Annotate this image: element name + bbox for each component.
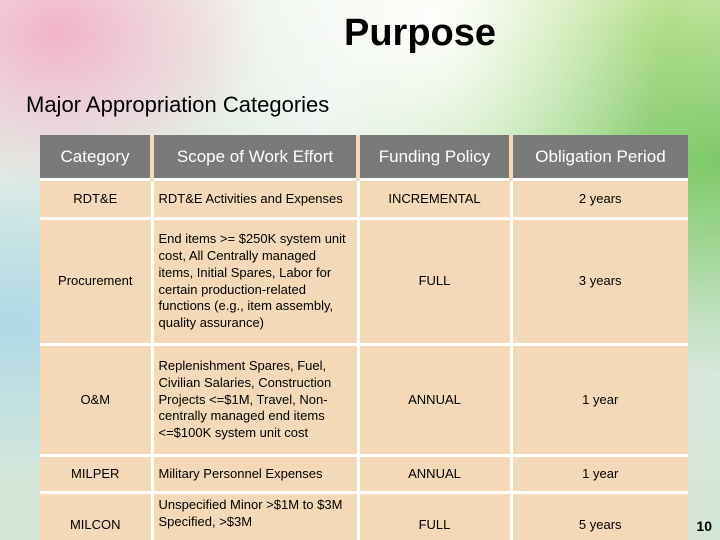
category-cell: Procurement xyxy=(40,219,152,345)
page-number: 10 xyxy=(696,518,712,534)
header-category: Category xyxy=(40,135,152,180)
table-row xyxy=(40,345,688,456)
obligation-period-cell: 5 years xyxy=(511,493,688,540)
obligation-period-cell: 3 years xyxy=(511,219,688,345)
header-scope: Scope of Work Effort xyxy=(152,135,358,180)
scope-cell: Replenishment Spares, Fuel, Civilian Salaries, Construction Projects <=$1M, Travel, Non-centrally managed end items <=$100K system unit cost xyxy=(152,345,358,456)
slide-title: Purpose xyxy=(343,12,497,54)
slide-subtitle: Major Appropriation Categories xyxy=(26,92,330,117)
scope-cell: Military Personnel Expenses xyxy=(152,456,358,493)
appropriation-table xyxy=(40,135,688,540)
obligation-period-cell: 1 year xyxy=(511,345,688,456)
obligation-period-cell: 2 years xyxy=(511,180,688,219)
table-row xyxy=(40,219,688,345)
funding-policy-cell: FULL xyxy=(358,493,511,540)
scope-cell: RDT&E Activities and Expenses xyxy=(152,180,358,219)
header-funding-policy: Funding Policy xyxy=(358,135,511,180)
scope-cell: Unspecified Minor >$1M to $3M Specified, >$3M xyxy=(152,493,358,540)
obligation-period-cell: 1 year xyxy=(511,456,688,493)
category-cell: MILPER xyxy=(40,456,152,493)
category-cell: O&M xyxy=(40,345,152,456)
funding-policy-cell: ANNUAL xyxy=(358,345,511,456)
category-cell: RDT&E xyxy=(40,180,152,219)
table-row xyxy=(40,493,688,540)
funding-policy-cell: FULL xyxy=(358,219,511,345)
table-row xyxy=(40,180,688,219)
funding-policy-cell: INCREMENTAL xyxy=(358,180,511,219)
appropriation-table-container xyxy=(40,135,688,540)
header-obligation-period: Obligation Period xyxy=(511,135,688,180)
scope-cell: End items >= $250K system unit cost, All Centrally managed items, Initial Spares, Labor for certain production-related functions (e.g., item assembly, quality assurance) xyxy=(152,219,358,345)
funding-policy-cell: ANNUAL xyxy=(358,456,511,493)
category-cell: MILCON xyxy=(40,493,152,540)
table-row xyxy=(40,456,688,493)
table-header-row xyxy=(40,135,688,180)
